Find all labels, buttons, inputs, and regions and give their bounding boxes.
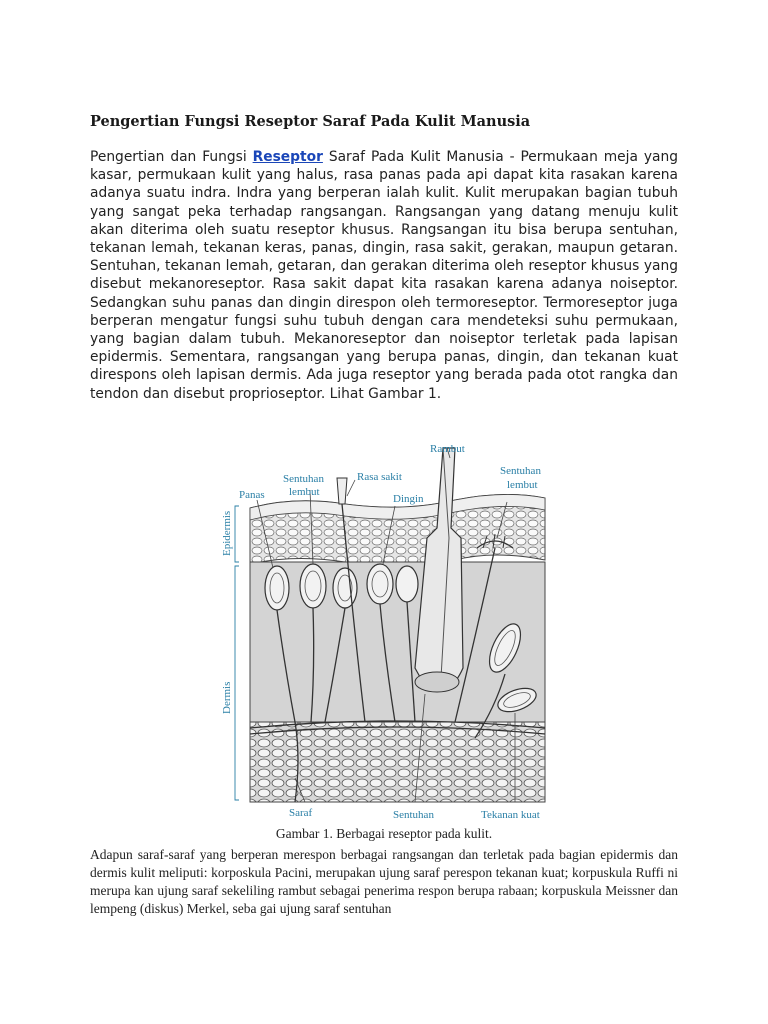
label-tekanan-kuat: Tekanan kuat bbox=[481, 809, 540, 821]
label-sentuhan-lembut-2a: Sentuhan bbox=[500, 465, 541, 477]
intro-paragraph bbox=[90, 148, 678, 403]
label-dingin: Dingin bbox=[393, 493, 424, 505]
intro-prefix: Pengertian dan Fungsi bbox=[90, 149, 253, 165]
label-dermis: Dermis bbox=[221, 681, 233, 714]
reseptor-link[interactable]: Reseptor bbox=[252, 149, 323, 165]
skin-receptor-figure bbox=[215, 438, 560, 826]
label-sentuhan-lembut-1b: lembut bbox=[289, 486, 320, 498]
label-rasa-sakit: Rasa sakit bbox=[357, 471, 402, 483]
label-epidermis: Epidermis bbox=[221, 510, 233, 556]
label-panas: Panas bbox=[239, 489, 265, 501]
label-rambut: Rambut bbox=[430, 443, 465, 455]
article-title: Pengertian Fungsi Reseptor Saraf Pada Kulit Manusia bbox=[90, 113, 531, 130]
body-paragraph-2: Adapun saraf-saraf yang berperan merespon berbagai rangsangan dan terletak pada bagian epidermis dan dermis kulit meliputi: korposkula Pacini, merupakan ujung saraf perespon tekanan kuat; korpuskula Ruffi ni merupa kan ujung saraf sekeliling rambut sebagai penerima respon berupa rabaan; korpuskula Meissner dan lempeng (diskus) Merkel, seba gai ujung saraf sentuhan bbox=[90, 847, 678, 916]
skin-diagram bbox=[215, 438, 560, 826]
label-sentuhan-lembut-1a: Sentuhan bbox=[283, 473, 324, 485]
label-sentuhan-lembut-2b: lembut bbox=[507, 479, 538, 491]
intro-rest: Saraf Pada Kulit Manusia - Permukaan meja yang kasar, permukaan kulit yang halus, rasa panas pada api dapat kita rasakan karena adanya suatu indra. Indra yang berperan ialah kulit. Kulit merupakan bagian tubuh yang sangat peka terhadap rangsangan. Rangsangan yang datang menuju kulit akan diterima oleh suatu reseptor khusus. Rangsangan itu bisa berupa sentuhan, tekanan lemah, tekanan keras, panas, dingin, rasa sakit, gerakan, maupun getaran. Sentuhan, tekanan lemah, getaran, dan gerakan diterima oleh reseptor khusus yang disebut mekanoreseptor. Rasa sakit dapat kita rasakan karena adanya noiseptor. Sedangkan suhu panas dan dingin direspon oleh termoreseptor. Termoreseptor juga berperan mengatur fungsi suhu tubuh dengan cara mendeteksi suhu permukaan, yang bagian dalam tubuh. Mekanoreseptor dan noiseptor terletak pada lapisan epidermis. Sementara, rangsangan yang berupa panas, dingin, dan tekanan kuat direspons oleh lapisan dermis. Ada juga reseptor yang berada pada otot rangka dan tendon dan disebut proprioseptor. Lihat Gambar 1. bbox=[90, 149, 678, 402]
label-saraf: Saraf bbox=[289, 807, 313, 819]
label-sentuhan: Sentuhan bbox=[393, 809, 434, 821]
figure-caption: Gambar 1. Berbagai reseptor pada kulit. bbox=[275, 826, 493, 841]
